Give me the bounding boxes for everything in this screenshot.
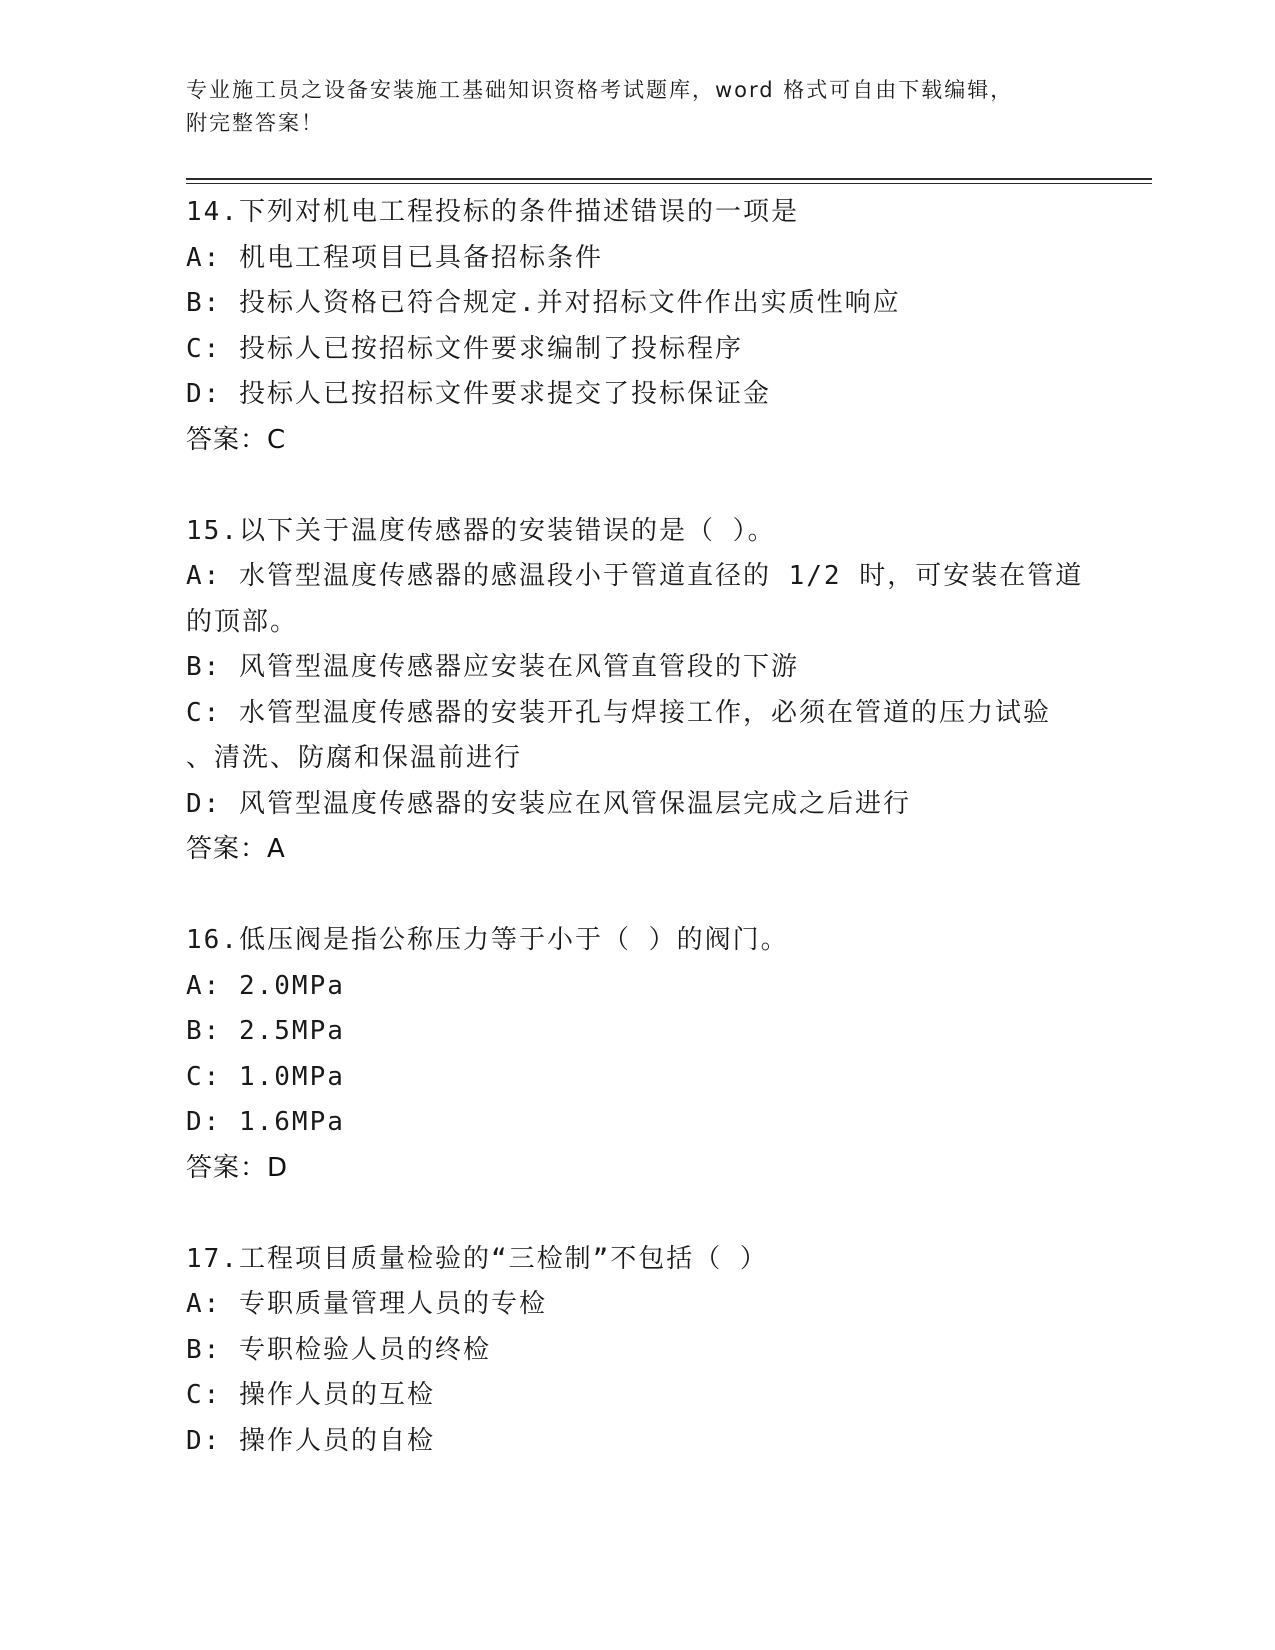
option-text: C: 水管型温度传感器的安装开孔与焊接工作，必须在管道的压力试验 [186, 697, 1051, 728]
option-b [186, 645, 1086, 691]
option-d [186, 372, 1086, 418]
option-c [186, 1055, 1086, 1101]
option-d [186, 1100, 1086, 1146]
question-14 [186, 190, 1086, 463]
option-text: C: 操作人员的互检 [186, 1380, 435, 1410]
option-c [186, 1373, 1086, 1419]
question-gap [186, 1191, 1086, 1237]
question-15 [186, 509, 1086, 873]
option-text-continued: 的顶部。 [186, 606, 299, 637]
question-list [186, 190, 1086, 1464]
header-divider-bottom [186, 183, 1152, 184]
option-a [186, 236, 1086, 282]
question-stem: 17.工程项目质量检验的“三检制”不包括（ ） [186, 1243, 768, 1274]
question-stem: 14.下列对机电工程投标的条件描述错误的一项是 [186, 197, 799, 227]
question-gap [186, 463, 1086, 509]
header-divider-top [186, 178, 1152, 180]
answer-line: 答案：C [186, 424, 287, 455]
option-text: A: 机电工程项目已具备招标条件 [186, 242, 603, 273]
option-a [186, 554, 1086, 645]
option-text: D: 1.6MPa [186, 1107, 345, 1137]
document-header [186, 74, 1106, 140]
option-b [186, 1328, 1086, 1374]
answer-line: 答案：D [186, 1152, 289, 1183]
answer-line: 答案：A [186, 834, 286, 864]
option-d [186, 1419, 1086, 1465]
option-text: A: 2.0MPa [186, 970, 345, 1001]
header-line-2: 附完整答案！ [186, 111, 324, 135]
option-c [186, 327, 1086, 373]
option-text: C: 1.0MPa [186, 1061, 345, 1092]
option-text: A: 专职质量管理人员的专检 [186, 1289, 547, 1319]
question-17 [186, 1237, 1086, 1465]
option-a [186, 964, 1086, 1010]
question-stem: 15.以下关于温度传感器的安装错误的是（ ）。 [186, 515, 776, 546]
question-16 [186, 918, 1086, 1191]
option-text: A: 水管型温度传感器的感温段小于管道直径的 1/2 时，可安装在管道 [186, 561, 1084, 591]
option-text: B: 风管型温度传感器应安装在风管直管段的下游 [186, 652, 799, 682]
question-gap [186, 873, 1086, 919]
header-line-1: 专业施工员之设备安装施工基础知识资格考试题库，word 格式可自由下载编辑， [186, 78, 1014, 102]
option-text: B: 专职检验人员的终检 [186, 1334, 491, 1365]
question-stem: 16.低压阀是指公称压力等于小于（ ）的阀门。 [186, 925, 789, 955]
option-text: B: 2.5MPa [186, 1016, 345, 1046]
option-b [186, 281, 1086, 327]
option-b [186, 1009, 1086, 1055]
option-d [186, 782, 1086, 828]
option-text-continued: 、清洗、防腐和保温前进行 [186, 743, 523, 773]
option-text: D: 风管型温度传感器的安装应在风管保温层完成之后进行 [186, 788, 911, 819]
option-a [186, 1282, 1086, 1328]
option-text: B: 投标人资格已符合规定.并对招标文件作出实质性响应 [186, 288, 901, 318]
option-text: D: 投标人已按招标文件要求提交了投标保证金 [186, 379, 771, 409]
option-c [186, 691, 1086, 782]
option-text: D: 操作人员的自检 [186, 1425, 435, 1456]
option-text: C: 投标人已按招标文件要求编制了投标程序 [186, 333, 743, 364]
